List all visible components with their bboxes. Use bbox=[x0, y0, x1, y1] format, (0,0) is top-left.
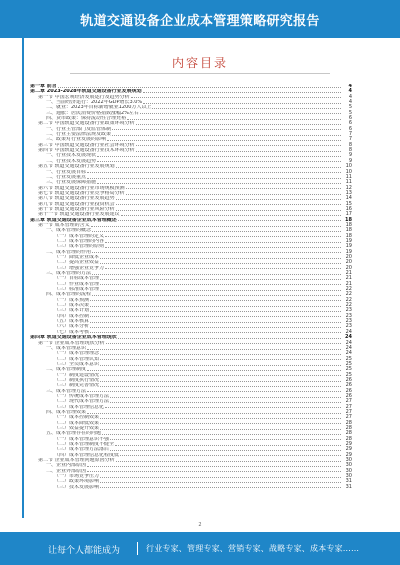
toc-entry-page: 4 bbox=[348, 84, 352, 89]
toc-entry-page: 4 bbox=[348, 93, 352, 100]
toc-heading-underline bbox=[70, 73, 330, 74]
toc-dot-leader bbox=[105, 235, 341, 237]
toc-entry-label: 三、行业发展保障措施 bbox=[46, 180, 97, 186]
report-title: 轨道交通设备企业成本管理策略研究报告 bbox=[80, 14, 320, 29]
toc-dot-leader bbox=[92, 251, 341, 253]
toc-entry-label: （一）成本预测 bbox=[54, 297, 90, 303]
toc-entry-label: （三）标准成本管理 bbox=[54, 287, 100, 293]
toc-dot-leader bbox=[118, 337, 341, 339]
toc-dot-leader bbox=[136, 123, 341, 125]
toc-entry-page: 26 bbox=[345, 392, 352, 399]
toc-entry-page: 21 bbox=[345, 280, 352, 287]
toc-entry-label: 第一章 前言 bbox=[30, 84, 57, 89]
toc-entry-label: 二、行业主要法律法规及政策 bbox=[46, 132, 112, 138]
toc-entry-label: （二）成本管理认知 bbox=[54, 356, 100, 362]
toc-entry-page: 28 bbox=[345, 435, 352, 442]
toc-dot-leader bbox=[100, 428, 341, 430]
toc-entry-page: 31 bbox=[345, 483, 352, 490]
toc-entry-label: 第九节 轨道交通设备行业投资机会 bbox=[38, 201, 115, 207]
toc-dot-leader bbox=[92, 273, 341, 275]
toc-entry-label: 四、成本管理效果 bbox=[46, 409, 87, 415]
toc-entry-page: 31 bbox=[345, 478, 352, 485]
toc-entry-label: 第四节 中国轨道交通设备行业技术环境分析 bbox=[38, 148, 135, 154]
toc-dot-leader bbox=[90, 331, 341, 333]
toc-dot-leader bbox=[143, 91, 341, 93]
toc-entry-label: （三）全员成本意识 bbox=[54, 361, 100, 367]
toc-entry-label: （一）制度建设情况 bbox=[54, 372, 100, 378]
toc-dot-leader bbox=[110, 396, 341, 398]
toc-dot-leader bbox=[100, 364, 341, 366]
toc-dot-leader bbox=[90, 315, 341, 317]
toc-entry-page: 18 bbox=[345, 221, 352, 228]
toc-entry-label: 第一节 成本管理的含义 bbox=[38, 222, 90, 228]
toc-entry-page: 8 bbox=[348, 147, 352, 154]
toc-entry-label: 三、通胀：居民消费价格指数涨幅2%左右 bbox=[46, 110, 139, 116]
toc-dot-leader bbox=[100, 476, 341, 478]
page-number: 2 bbox=[198, 522, 202, 528]
toc-dot-leader bbox=[90, 305, 341, 307]
toc-entry-label: （三）成本管理信息化 bbox=[54, 404, 105, 410]
toc-entry-page: 20 bbox=[345, 264, 352, 271]
toc-entry-page: 20 bbox=[345, 259, 352, 266]
toc-entry-label: 一、成本管理意识 bbox=[46, 345, 87, 351]
toc-entry-label: （三）制度完善情况 bbox=[54, 383, 100, 389]
toc-entry-label: 第十节 轨道交通设备行业风险分析 bbox=[38, 206, 115, 212]
toc-entry-page: 29 bbox=[345, 446, 352, 453]
toc-entry-page: 22 bbox=[345, 302, 352, 309]
toc-entry-page: 19 bbox=[345, 243, 352, 250]
table-of-contents bbox=[30, 84, 352, 514]
toc-entry-page: 24 bbox=[345, 334, 352, 341]
toc-dot-leader bbox=[127, 118, 341, 120]
footer-divider bbox=[137, 542, 138, 555]
toc-entry-page: 24 bbox=[345, 339, 352, 346]
toc-dot-leader bbox=[100, 262, 341, 264]
toc-dot-leader bbox=[107, 139, 341, 141]
toc-dot-leader bbox=[97, 182, 341, 184]
toc-entry-page: 23 bbox=[345, 323, 352, 330]
toc-entry-page: 30 bbox=[345, 462, 352, 469]
toc-entry-page: 20 bbox=[345, 254, 352, 260]
toc-entry-label: （三）技术发展影响 bbox=[54, 484, 100, 490]
toc-dot-leader bbox=[58, 86, 341, 88]
toc-entry-label: （三）成本管理的原则 bbox=[54, 244, 105, 250]
toc-entry-page: 6 bbox=[348, 115, 352, 122]
toc-entry-page: 24 bbox=[345, 350, 352, 357]
toc-entry-page: 30 bbox=[345, 473, 352, 480]
toc-entry-label: （二）提高企业效益 bbox=[54, 260, 100, 266]
toc-entry-page: 6 bbox=[348, 125, 352, 132]
toc-entry-page: 9 bbox=[348, 152, 352, 159]
toc-entry-page: 10 bbox=[345, 168, 352, 175]
toc-entry-label: （二）制度执行情况 bbox=[54, 377, 100, 383]
toc-entry-label: （三）增强企业竞争力 bbox=[54, 265, 105, 271]
toc-dot-leader bbox=[152, 107, 341, 109]
toc-entry-page: 9 bbox=[348, 157, 352, 164]
toc-entry-label: （一）降低企业成本 bbox=[54, 255, 100, 260]
toc-entry-page: 28 bbox=[345, 430, 352, 437]
toc-dot-leader bbox=[110, 449, 341, 451]
toc-dot-leader bbox=[100, 417, 341, 419]
toc-dot-leader bbox=[90, 321, 341, 323]
toc-entry-page: 6 bbox=[348, 120, 352, 127]
toc-dot-leader bbox=[116, 209, 341, 211]
toc-dot-leader bbox=[91, 225, 341, 227]
toc-entry-page: 28 bbox=[345, 419, 352, 426]
toc-entry-page: 25 bbox=[345, 355, 352, 362]
toc-entry-label: （七）成本考核 bbox=[54, 329, 90, 335]
toc-entry-label: （四）成本管理信息化程度低 bbox=[54, 452, 120, 458]
toc-dot-leader bbox=[90, 326, 341, 328]
toc-dot-leader bbox=[112, 134, 341, 136]
toc-entry-page: 18 bbox=[345, 227, 352, 234]
toc-dot-leader bbox=[87, 171, 341, 173]
toc-dot-leader bbox=[100, 422, 341, 424]
toc-dot-leader bbox=[87, 369, 341, 371]
toc-dot-leader bbox=[140, 112, 341, 114]
toc-dot-leader bbox=[100, 486, 341, 488]
toc-entry-label: 第五节 轨道交通设备行业发展规划 bbox=[38, 164, 115, 170]
toc-entry-label: 四、货币政策：保持流动性合理充裕 bbox=[46, 116, 127, 122]
toc-entry-page: 25 bbox=[345, 371, 352, 378]
toc-dot-leader bbox=[121, 214, 341, 216]
toc-dot-leader bbox=[105, 246, 341, 248]
toc-dot-leader bbox=[110, 401, 341, 403]
toc-dot-leader bbox=[116, 460, 341, 462]
toc-dot-leader bbox=[92, 230, 341, 232]
toc-dot-leader bbox=[116, 203, 341, 205]
toc-entry-page: 4 bbox=[348, 99, 352, 106]
toc-dot-leader bbox=[100, 385, 341, 387]
toc-entry-page: 22 bbox=[345, 286, 352, 293]
toc-entry-label: 二、成本管理的作用 bbox=[46, 249, 92, 255]
toc-dot-leader bbox=[105, 406, 341, 408]
toc-dot-leader bbox=[136, 144, 341, 146]
left-accent-rule bbox=[22, 38, 24, 518]
toc-entry-label: 第八节 轨道交通设备行业发展趋势 bbox=[38, 196, 115, 202]
toc-entry-label: 二、就业：2023年目标新增就业1200万人以上 bbox=[46, 105, 152, 111]
toc-dot-leader bbox=[143, 102, 341, 104]
toc-entry-page: 4 bbox=[348, 88, 352, 95]
toc-entry-label: （五）成本核算 bbox=[54, 319, 90, 325]
toc-entry-label: （二）政策环境影响 bbox=[54, 479, 100, 485]
toc-dot-leader bbox=[100, 283, 341, 285]
toc-entry-page: 26 bbox=[345, 376, 352, 383]
toc-dot-leader bbox=[90, 299, 341, 301]
toc-entry-label: 一、当前经济运行：2022年GDP增长3.0% bbox=[46, 100, 143, 106]
footer-bar bbox=[0, 532, 400, 565]
toc-entry-page: 27 bbox=[345, 398, 352, 405]
toc-entry-page: 8 bbox=[348, 141, 352, 148]
toc-entry-page: 23 bbox=[345, 318, 352, 325]
toc-dot-leader bbox=[105, 241, 341, 243]
toc-entry-page: 22 bbox=[345, 291, 352, 298]
toc-entry-label: 一、行业主管部门及监管体制 bbox=[46, 126, 112, 132]
toc-entry-label: （二）成本决策 bbox=[54, 303, 90, 309]
toc-entry-label: 二、行业发展重点 bbox=[46, 174, 87, 180]
toc-dot-leader bbox=[102, 433, 341, 435]
toc-entry-page: 23 bbox=[345, 307, 352, 314]
toc-entry-page: 29 bbox=[345, 451, 352, 458]
toc-entry-label: 二、成本管理制度 bbox=[46, 367, 87, 373]
toc-entry-label: 三、成本管理方法 bbox=[46, 388, 87, 394]
toc-entry-page: 30 bbox=[345, 457, 352, 464]
toc-entry-page: 22 bbox=[345, 296, 352, 303]
toc-dot-leader bbox=[126, 187, 341, 189]
toc-heading: 内容目录 bbox=[171, 56, 228, 70]
toc-entry-page: 10 bbox=[345, 163, 352, 170]
toc-entry-label: 第二章 2023-2028年轨道交通设备行业发展规划 bbox=[30, 89, 142, 95]
toc-entry-page: 16 bbox=[345, 205, 352, 212]
toc-entry-label: 第一节 中国宏观经济发展运行及趋势分析 bbox=[38, 94, 130, 100]
toc-dot-leader bbox=[100, 289, 341, 291]
toc-entry-label: （四）成本控制 bbox=[54, 313, 90, 319]
toc-entry-label: 第七节 轨道交通设备行业竞争格局分析 bbox=[38, 190, 125, 196]
toc-entry-label: （二）作业成本管理 bbox=[54, 281, 100, 287]
toc-dot-leader bbox=[87, 465, 341, 467]
footer-experts-text: 行业专家、管理专家、营销专家、战略专家、成本专家…… bbox=[146, 544, 360, 553]
toc-dot-leader bbox=[118, 219, 341, 221]
toc-dot-leader bbox=[100, 380, 341, 382]
toc-entry-page: 26 bbox=[345, 387, 352, 394]
toc-entry-page: 7 bbox=[348, 131, 352, 138]
toc-entry-label: 三、成本管理的方法 bbox=[46, 271, 92, 277]
toc-entry-label: 第二节 中国轨道交通设备行业政策环境分析 bbox=[38, 121, 135, 127]
toc-entry-page: 29 bbox=[345, 441, 352, 448]
toc-entry-label: 一、行业技术发展现状 bbox=[46, 153, 97, 159]
toc-dot-leader bbox=[105, 267, 341, 269]
toc-entry-page: 7 bbox=[348, 136, 352, 143]
toc-entry-label: （一）成本管理的定义 bbox=[54, 233, 105, 239]
toc-dot-leader bbox=[100, 374, 341, 376]
toc-entry-label: 第六节 轨道交通设备行业市场规模预测 bbox=[38, 185, 125, 191]
toc-entry-page: 18 bbox=[345, 232, 352, 239]
toc-entry-page: 26 bbox=[345, 382, 352, 389]
toc-dot-leader bbox=[131, 96, 341, 98]
toc-dot-leader bbox=[136, 150, 341, 152]
toc-entry-page: 15 bbox=[345, 200, 352, 207]
toc-dot-leader bbox=[87, 177, 341, 179]
toc-entry-label: （一）传统成本管理方法 bbox=[54, 393, 110, 399]
toc-entry-label: 第三节 中国轨道交通设备行业社会环境分析 bbox=[38, 142, 135, 148]
report-header-bar bbox=[0, 0, 400, 38]
toc-entry-page: 18 bbox=[345, 216, 352, 223]
toc-entry-label: 三、政策对行业发展的影响 bbox=[46, 137, 107, 143]
toc-entry-page: 5 bbox=[348, 109, 352, 116]
toc-dot-leader bbox=[97, 160, 341, 162]
toc-entry-page: 13 bbox=[345, 189, 352, 196]
toc-dot-leader bbox=[120, 454, 341, 456]
toc-entry-label: 二、行业技术发展趋势 bbox=[46, 158, 97, 164]
toc-dot-leader bbox=[100, 278, 341, 280]
toc-entry-page: 19 bbox=[345, 237, 352, 244]
toc-entry-page: 27 bbox=[345, 414, 352, 421]
toc-dot-leader bbox=[116, 198, 341, 200]
toc-entry-label: （一）成本管理意识不强 bbox=[54, 436, 110, 442]
toc-entry-label: 第十一节 轨道交通设备行业发展建议 bbox=[38, 212, 120, 218]
toc-dot-leader bbox=[112, 128, 341, 130]
toc-entry-page: 17 bbox=[345, 211, 352, 218]
toc-entry-page: 30 bbox=[345, 467, 352, 474]
toc-dot-leader bbox=[87, 412, 341, 414]
toc-entry-label: 第四章 轨道交通设备企业成本管理现状 bbox=[30, 335, 117, 341]
toc-entry-page: 21 bbox=[345, 275, 352, 282]
toc-entry-page: 11 bbox=[345, 173, 352, 180]
toc-entry-page: 24 bbox=[345, 328, 352, 335]
toc-entry-label: （二）成本管理制度不健全 bbox=[54, 442, 115, 448]
toc-dot-leader bbox=[100, 353, 341, 355]
toc-entry-label: 四、成本管理的流程 bbox=[46, 292, 92, 298]
toc-entry-label: 五、成本管理存在的问题 bbox=[46, 431, 102, 437]
toc-dot-leader bbox=[92, 294, 341, 296]
toc-entry-label: 二、企业外部原因 bbox=[46, 468, 87, 474]
toc-dot-leader bbox=[87, 390, 341, 392]
toc-entry-label: （二）现代成本管理方法 bbox=[54, 399, 110, 405]
toc-entry-label: 一、企业内部原因 bbox=[46, 463, 87, 469]
toc-entry-label: （一）成本管理理念 bbox=[54, 351, 100, 357]
toc-entry-page: 27 bbox=[345, 408, 352, 415]
toc-dot-leader bbox=[97, 155, 341, 157]
toc-entry-page: 27 bbox=[345, 403, 352, 410]
toc-dot-leader bbox=[100, 358, 341, 360]
toc-entry-label: 第一节 企业成本管理现状分析 bbox=[38, 340, 105, 346]
toc-dot-leader bbox=[100, 481, 341, 483]
toc-entry[interactable] bbox=[30, 485, 352, 490]
toc-dot-leader bbox=[116, 166, 341, 168]
toc-dot-leader bbox=[110, 438, 341, 440]
toc-dot-leader bbox=[100, 257, 341, 259]
toc-entry-page: 21 bbox=[345, 270, 352, 277]
toc-dot-leader bbox=[126, 193, 341, 195]
toc-entry-page: 14 bbox=[345, 195, 352, 202]
toc-entry-label: 第二节 企业成本管理问题原因分析 bbox=[38, 458, 115, 464]
toc-dot-leader bbox=[90, 310, 341, 312]
toc-entry-label: 一、行业发展目标 bbox=[46, 169, 87, 175]
toc-entry-page: 25 bbox=[345, 366, 352, 373]
toc-entry-page: 25 bbox=[345, 360, 352, 367]
toc-entry-page: 11 bbox=[345, 179, 352, 186]
toc-entry-page: 19 bbox=[345, 248, 352, 255]
toc-entry-page: 23 bbox=[345, 312, 352, 319]
toc-entry-label: （一）目标成本管理 bbox=[54, 276, 100, 282]
toc-entry-page: 24 bbox=[345, 344, 352, 351]
toc-entry-label: 一、成本管理的概念 bbox=[46, 228, 92, 234]
footer-slogan: 让每个人都能成为 bbox=[48, 546, 121, 556]
toc-entry-page: 5 bbox=[348, 104, 352, 111]
toc-entry-label: （二）成本管理的内容 bbox=[54, 238, 105, 244]
toc-entry-label: （一）成本控制效果 bbox=[54, 415, 100, 421]
toc-entry-label: （三）成本管理方法落后 bbox=[54, 447, 110, 453]
toc-entry-label: 第三章 轨道交通设备企业成本管理概述 bbox=[30, 217, 117, 223]
toc-entry-page: 12 bbox=[345, 184, 352, 191]
toc-entry-page: 28 bbox=[345, 425, 352, 431]
toc-entry-label: （一）市场竞争压力 bbox=[54, 474, 100, 480]
toc-dot-leader bbox=[87, 470, 341, 472]
toc-dot-leader bbox=[106, 342, 341, 344]
toc-dot-leader bbox=[115, 444, 341, 446]
toc-entry-label: （二）成本降低效果 bbox=[54, 420, 100, 426]
toc-entry-label: （六）成本分析 bbox=[54, 324, 90, 330]
toc-entry-label: （三）效益提升效果 bbox=[54, 426, 100, 431]
toc-entry-label: （三）成本计划 bbox=[54, 308, 90, 314]
toc-dot-leader bbox=[87, 348, 341, 350]
